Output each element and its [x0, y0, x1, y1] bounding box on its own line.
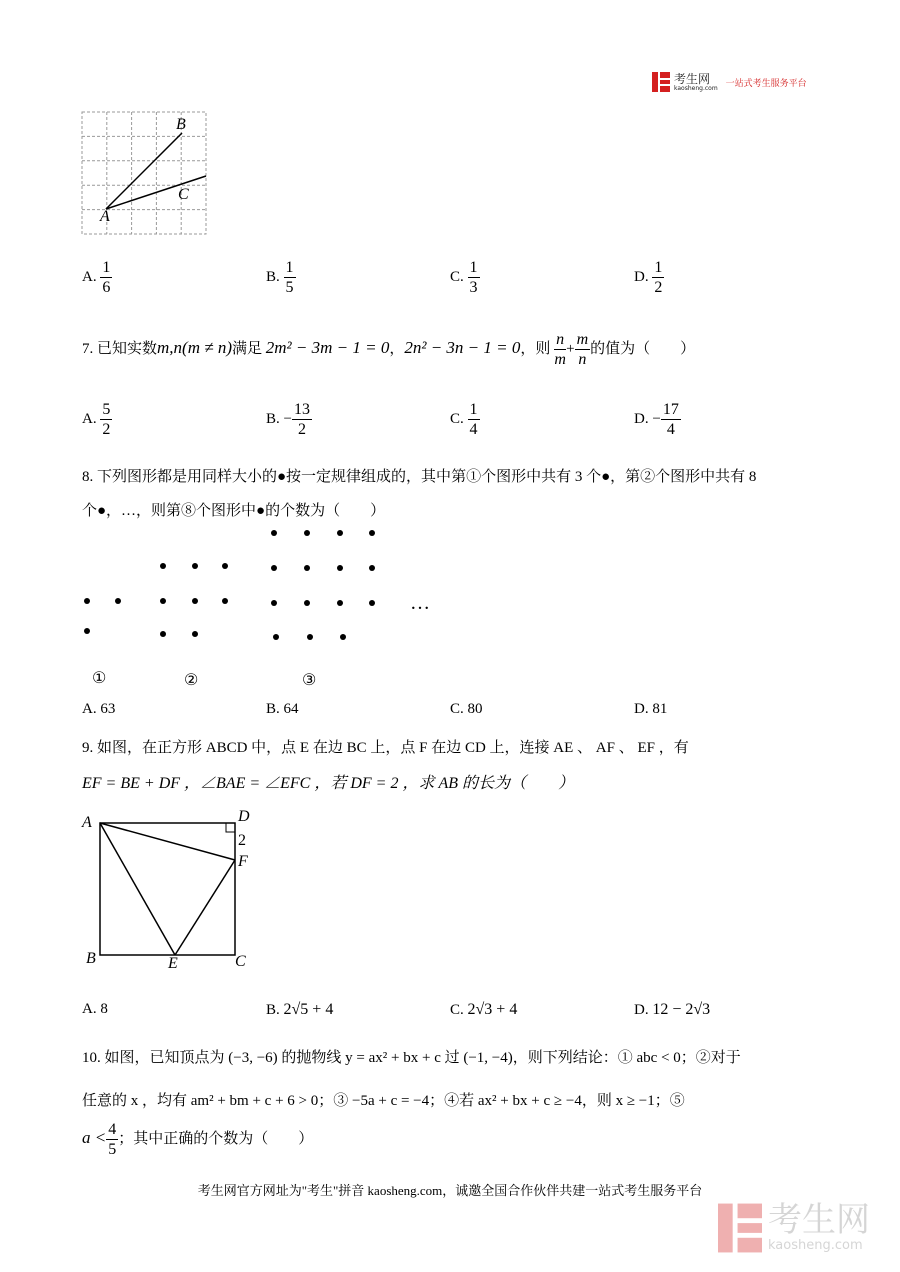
logo-domain: kaosheng.com — [674, 84, 718, 92]
q6-option-a[interactable]: A. $\frac{1}{6}$ — [82, 259, 111, 296]
logo-slogan: 一站式考生服务平台 — [725, 78, 807, 89]
logo-name: 考生网 — [674, 71, 711, 86]
q9-stem-line2: EF = BE + DF ，∠BAE = ∠EFC ，若 DF = 2 ，求 AB 的长为（ ） — [82, 775, 575, 792]
pattern-label-2: ② — [184, 672, 199, 689]
label-f: F — [238, 853, 248, 870]
footer-text: 考生网官方网址为"考生"拼音 kaosheng.com，诚邀全国合作伙伴共建一站式考生服务平台 — [197, 1183, 703, 1198]
q10-stem-line3: a < $\frac{4}{5}$ ；其中正确的个数为（ ） — [82, 1121, 314, 1158]
label-c: C — [235, 953, 246, 970]
dot-patterns — [0, 520, 420, 650]
label-a: A — [82, 814, 92, 831]
pattern-3 — [271, 530, 375, 640]
point-label-c: C — [178, 186, 189, 203]
q6-option-c[interactable]: C. $\frac{1}{3}$ — [450, 259, 478, 296]
label-d: D — [238, 808, 250, 825]
q9-option-b[interactable]: B. 2√5 + 4 — [266, 1001, 334, 1018]
pattern-label-1: ① — [92, 670, 107, 687]
q7-option-c[interactable]: C. $\frac{1}{4}$ — [450, 401, 478, 438]
q8-stem-line2: 个●，…，则第⑧个图形中●的个数为（ ） — [82, 503, 386, 519]
q7-option-a[interactable]: A. $\frac{5}{2}$ — [82, 401, 111, 438]
q9-option-c[interactable]: C. 2√3 + 4 — [450, 1001, 518, 1018]
q7-option-b[interactable]: B. − $\frac{13}{2}$ — [266, 401, 310, 438]
q7-stem: 7. 已知实数m,n(m ≠ n)满足 2m² − 3m − 1 = 0，2n² − 3n − 1 = 0，则 $\frac{n}{m}$ + $\frac{m}{n}$ 的值为（ ） — [82, 331, 696, 368]
site-logo — [652, 72, 807, 92]
q8-option-c[interactable]: C. 80 — [450, 701, 483, 717]
watermark-logo-icon — [718, 1203, 762, 1253]
q9-option-a[interactable]: A. 8 — [82, 1001, 108, 1017]
point-label-b: B — [176, 116, 186, 133]
q9-stem-line1: 9. 如图，在正方形 ABCD 中，点 E 在边 BC 上，点 F 在边 CD 上，连接 AE 、 AF 、 EF ，有 — [82, 740, 689, 756]
q10-stem-line2: 任意的 x ，均有 am² + bm + c + 6 > 0；③ −5a + c = −4；④若 ax² + bx + c ≥ −4，则 x ≥ −1；⑤ — [82, 1093, 685, 1109]
pattern-2 — [160, 563, 228, 637]
q8-option-b[interactable]: B. 64 — [266, 701, 299, 717]
label-df-length: 2 — [238, 832, 246, 849]
pattern-1 — [84, 598, 121, 634]
q6-option-d[interactable]: D. $\frac{1}{2}$ — [634, 259, 663, 296]
q9-option-d[interactable]: D. 12 − 2√3 — [634, 1001, 711, 1018]
pattern-label-3: ③ — [302, 672, 317, 689]
label-e: E — [168, 955, 178, 972]
q10-stem-line1: 10. 如图，已知顶点为 (−3, −6) 的抛物线 y = ax² + bx + c 过 (−1, −4)，则下列结论：① abc < 0；②对于 — [82, 1050, 741, 1066]
segment-ab — [106, 133, 182, 209]
watermark: 考生网 kaosheng.com — [718, 1202, 870, 1253]
q6-option-b[interactable]: B. $\frac{1}{5}$ — [266, 259, 294, 296]
point-label-a: A — [100, 208, 110, 225]
q7-option-d[interactable]: D. − $\frac{17}{4}$ — [634, 401, 679, 438]
q8-stem-line1: 8. 下列图形都是用同样大小的●按一定规律组成的，其中第①个图形中共有 3 个●，第②个图形中共有 8 — [82, 469, 757, 485]
q8-option-a[interactable]: A. 63 — [82, 701, 116, 717]
q8-option-d[interactable]: D. 81 — [634, 701, 668, 717]
logo-icon — [652, 72, 670, 92]
label-b: B — [86, 950, 96, 967]
square-figure — [90, 815, 250, 965]
pattern-ellipsis: … — [410, 592, 430, 614]
